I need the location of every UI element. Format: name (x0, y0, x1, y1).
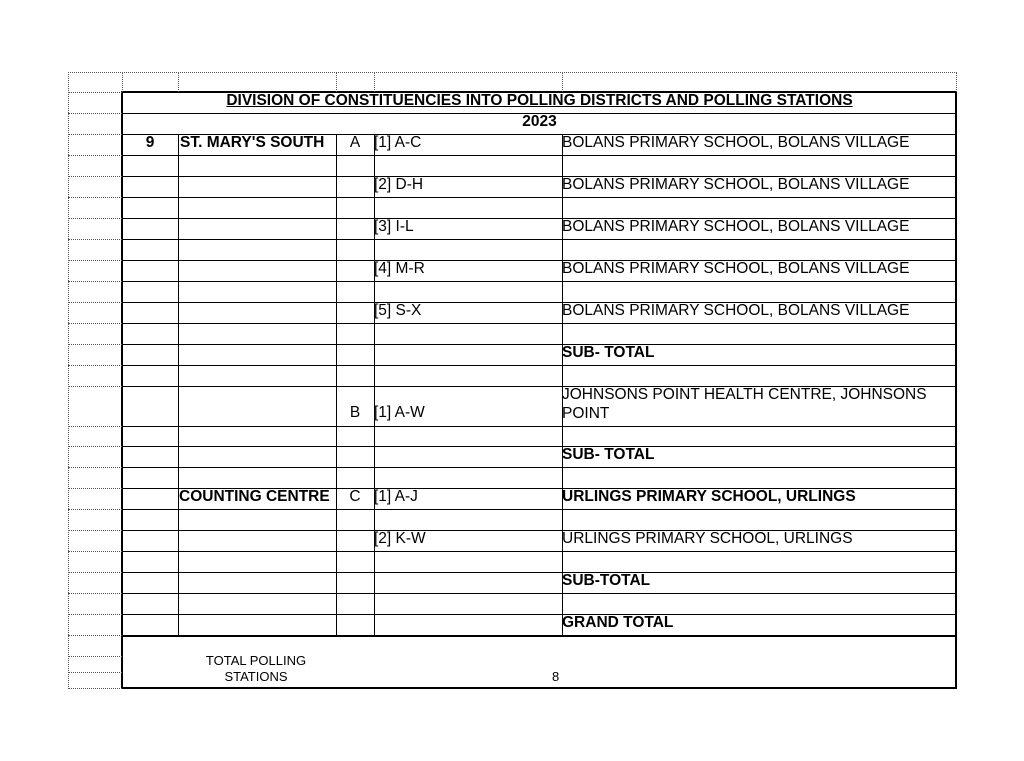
grid-line (122, 572, 955, 573)
grid-line (68, 426, 122, 427)
grid-line (68, 344, 122, 345)
station-location: URLINGS PRIMARY SCHOOL, URLINGS (562, 530, 853, 547)
grid-line (68, 239, 122, 240)
grid-line (68, 488, 122, 489)
table-title: DIVISION OF CONSTITUENCIES INTO POLLING DISTRICTS AND POLLING STATIONS (226, 92, 853, 109)
district-a-letter: A (349, 134, 361, 151)
grid-line (336, 134, 337, 635)
table-border (121, 91, 123, 689)
grid-line (178, 134, 179, 635)
grid-line (122, 551, 955, 552)
grid-line (122, 365, 955, 366)
grid-line (122, 323, 955, 324)
constituency-number: 9 (145, 134, 155, 151)
grid-line (68, 386, 122, 387)
station-range: [1] A-C (374, 134, 422, 151)
grid-line (68, 323, 122, 324)
district-b-subtotal: SUB- TOTAL (562, 446, 655, 463)
grid-line (122, 593, 955, 594)
grid-line (68, 197, 122, 198)
grid-line (68, 365, 122, 366)
station-range: [5] S-X (374, 302, 422, 319)
grid-line (68, 281, 122, 282)
station-range: [3] I-L (374, 218, 414, 235)
district-b-letter: B (349, 404, 361, 421)
station-range: [2] D-H (374, 176, 424, 193)
grid-line (68, 113, 122, 114)
grid-line (68, 134, 122, 135)
grand-total-label: GRAND TOTAL (562, 614, 674, 631)
grid-line (122, 614, 955, 615)
grid-line (68, 218, 122, 219)
grid-line (122, 72, 123, 92)
station-location: BOLANS PRIMARY SCHOOL, BOLANS VILLAGE (562, 176, 910, 193)
district-c-letter: C (349, 488, 361, 505)
grid-line (68, 302, 122, 303)
station-location: URLINGS PRIMARY SCHOOL, URLINGS (562, 488, 856, 505)
grid-line (68, 635, 122, 636)
constituency-name: ST. MARY'S SOUTH (180, 134, 325, 151)
table-border (955, 91, 957, 689)
grid-line (68, 509, 122, 510)
grid-line (562, 72, 563, 92)
grid-line (68, 92, 122, 93)
grid-line (68, 467, 122, 468)
district-c-subtotal: SUB-TOTAL (562, 572, 651, 589)
total-polling-stations-value: 8 (552, 669, 560, 684)
grid-line (68, 672, 122, 673)
station-range: [2] K-W (374, 530, 426, 547)
station-range: [1] A-J (374, 488, 418, 505)
grid-line (374, 72, 375, 92)
grid-line (68, 656, 122, 657)
sheet-border (68, 72, 69, 689)
grid-line (122, 239, 955, 240)
counting-centre-label: COUNTING CENTRE (179, 488, 330, 505)
grid-line (122, 467, 955, 468)
total-polling-stations-label: TOTAL POLLING STATIONS (205, 653, 307, 684)
grid-line (122, 344, 955, 345)
grid-line (68, 614, 122, 615)
sheet-border (68, 72, 957, 73)
grid-line (68, 155, 122, 156)
station-range: [4] M-R (374, 260, 425, 277)
grid-line (68, 260, 122, 261)
grid-line (122, 446, 955, 447)
grid-line (122, 197, 955, 198)
station-location: BOLANS PRIMARY SCHOOL, BOLANS VILLAGE (562, 302, 910, 319)
grid-line (68, 572, 122, 573)
grid-line (68, 551, 122, 552)
grid-line (178, 72, 179, 92)
district-a-subtotal: SUB- TOTAL (562, 344, 655, 361)
grid-line (122, 509, 955, 510)
station-range: [1] A-W (374, 404, 425, 421)
station-location: JOHNSONS POINT HEALTH CENTRE, JOHNSONS POINT (562, 386, 927, 422)
grid-line (68, 593, 122, 594)
grid-line (336, 72, 337, 92)
grid-line (122, 155, 955, 156)
table-border (121, 687, 957, 689)
grid-line (122, 426, 955, 427)
grid-line (122, 281, 955, 282)
grid-line (68, 176, 122, 177)
station-location: BOLANS PRIMARY SCHOOL, BOLANS VILLAGE (562, 134, 910, 151)
station-location: BOLANS PRIMARY SCHOOL, BOLANS VILLAGE (562, 218, 910, 235)
station-location: BOLANS PRIMARY SCHOOL, BOLANS VILLAGE (562, 260, 910, 277)
polling-stations-table (68, 72, 957, 689)
grid-line (68, 530, 122, 531)
table-border (121, 635, 957, 637)
table-year: 2023 (522, 113, 557, 130)
sheet-border (956, 72, 957, 92)
grid-line (68, 446, 122, 447)
grid-line (374, 134, 375, 635)
grid-line (68, 688, 122, 689)
